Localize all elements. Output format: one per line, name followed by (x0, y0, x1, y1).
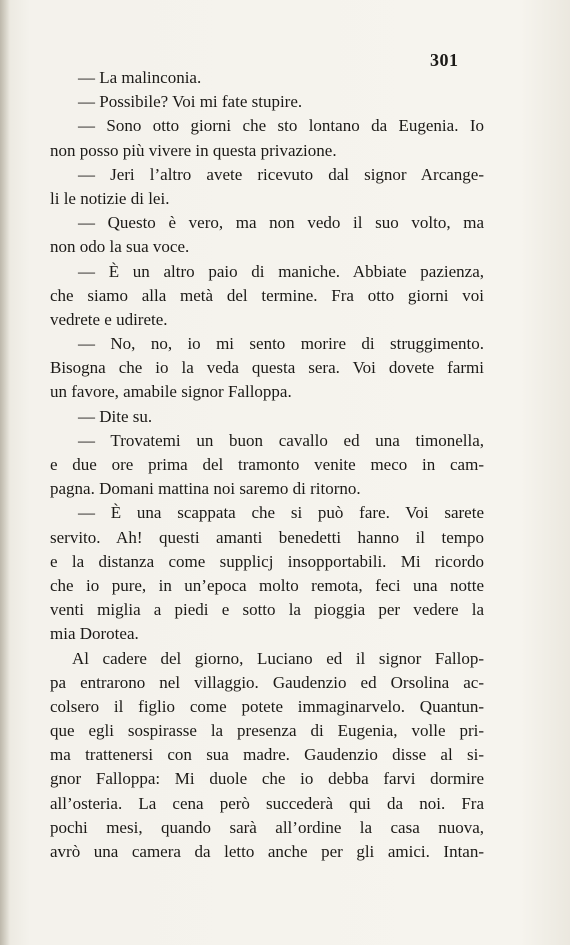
page-number: 301 (430, 50, 459, 70)
text-line: li le notizie di lei. (50, 188, 170, 208)
text-line: vedrete e udirete. (50, 309, 168, 329)
text-line: avrò una camera da letto anche per gli amici. Intan- (50, 842, 484, 861)
text-line: que egli sospirasse la presenza di Eugenia, volle pri- (50, 721, 484, 741)
text-line: e due ore prima del tramonto venite meco in cam- (50, 455, 484, 474)
text-line: che siamo alla metà del termine. Fra otto giorni voi (50, 285, 484, 305)
text-line: colsero il figlio come potete immaginarvelo. Quantun- (50, 696, 484, 716)
text-line: — È una scappata che si può fare. Voi sarete (78, 503, 484, 523)
text-line: — No, no, io mi sento morire di struggimento. (78, 334, 484, 354)
text-line: — Sono otto giorni che sto lontano da Eugenia. Io (78, 116, 484, 136)
text-line: gnor Falloppa: Mi duole che io debba farvi dormire (50, 769, 484, 789)
text-line: pagna. Domani mattina noi saremo di ritorno. (50, 479, 361, 499)
text-line: all’osteria. La cena però succederà qui da noi. Fra (50, 793, 484, 813)
text-line: — Jeri l’altro avete ricevuto dal signor Arcange- (78, 164, 484, 184)
text-line: — È un altro paio di maniche. Abbiate pazienza, (78, 261, 484, 281)
text-line: servito. Ah! questi amanti benedetti hanno il tempo (50, 527, 484, 547)
text-line: — Trovatemi un buon cavallo ed una timonella, (78, 430, 484, 450)
text-line: e la distanza come supplicj insopportabili. Mi ricordo (50, 551, 484, 571)
text-line: non posso più vivere in questa privazione. (50, 140, 337, 160)
text-line: — Questo è vero, ma non vedo il suo volto, ma (78, 213, 484, 233)
text-line: Bisogna che io la veda questa sera. Voi dovete farmi (50, 358, 484, 378)
text-line: mia Dorotea. (50, 624, 139, 644)
text-line: — Dite su. (78, 406, 153, 426)
text-line: ma trattenersi con sua madre. Gaudenzio disse al si- (50, 745, 484, 765)
text-line: che io pure, in un’epoca molto remota, feci una notte (50, 575, 484, 595)
text-line: un favore, amabile signor Falloppa. (50, 382, 292, 402)
text-line: Al cadere del giorno, Luciano ed il signor Fallop- (72, 648, 484, 668)
text-line: pochi mesi, quando sarà all’ordine la casa nuova, (50, 817, 484, 837)
body-text (50, 66, 484, 864)
text-line: — Possibile? Voi mi fate stupire. (78, 92, 303, 112)
text-line: venti miglia a piedi e sotto la pioggia per vedere la (50, 600, 484, 620)
page-gutter-shadow (0, 0, 10, 945)
text-line: pa entrarono nel villaggio. Gaudenzio ed Orsolina ac- (50, 672, 484, 692)
text-line: — La malinconia. (78, 68, 202, 87)
text-line: non odo la sua voce. (50, 237, 190, 257)
